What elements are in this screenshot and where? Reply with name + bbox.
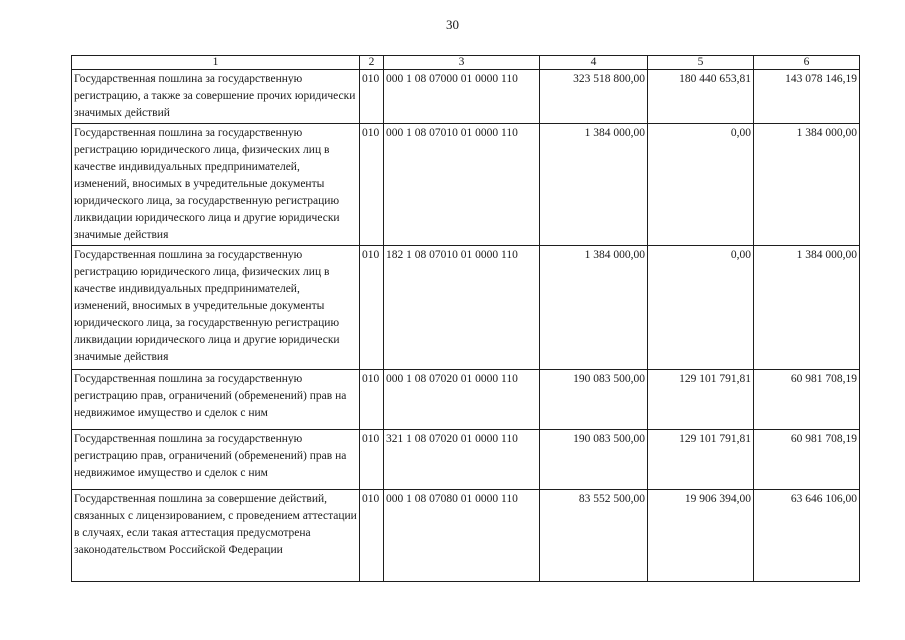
row-approved-amount: 83 552 500,00 xyxy=(540,490,648,582)
row-name: Государственная пошлина за государственную регистрацию юридического лица, физических лиц в качестве индивидуальных предпринимателей, изменений, вносимых в учредительные документы юридического лица, за государственную регистрацию ликвидации юридического лица и другие юридически значимые действия xyxy=(72,246,360,370)
row-unexecuted-amount: 1 384 000,00 xyxy=(754,246,860,370)
row-kbk-code: 000 1 08 07000 01 0000 110 xyxy=(384,70,540,124)
table-row xyxy=(72,246,860,370)
row-unexecuted-amount: 60 981 708,19 xyxy=(754,430,860,490)
row-approved-amount: 190 083 500,00 xyxy=(540,370,648,430)
header-col-1: 1 xyxy=(72,56,360,70)
row-name: Государственная пошлина за государственную регистрацию юридического лица, физических лиц в качестве индивидуальных предпринимателей, изменений, вносимых в учредительные документы юридического лица, за государственную регистрацию ликвидации юридического лица и другие юридически значимые действия xyxy=(72,124,360,246)
header-row xyxy=(72,56,860,70)
row-kbk-code: 182 1 08 07010 01 0000 110 xyxy=(384,246,540,370)
row-executed-amount: 180 440 653,81 xyxy=(648,70,754,124)
table-row xyxy=(72,70,860,124)
row-unexecuted-amount: 63 646 106,00 xyxy=(754,490,860,582)
row-executed-amount: 19 906 394,00 xyxy=(648,490,754,582)
row-approved-amount: 1 384 000,00 xyxy=(540,246,648,370)
row-line-code: 010 xyxy=(360,70,384,124)
row-unexecuted-amount: 143 078 146,19 xyxy=(754,70,860,124)
header-col-6: 6 xyxy=(754,56,860,70)
row-name: Государственная пошлина за государственную регистрацию, а также за совершение прочих юридически значимых действий xyxy=(72,70,360,124)
table-row xyxy=(72,370,860,430)
table-row xyxy=(72,430,860,490)
row-kbk-code: 000 1 08 07010 01 0000 110 xyxy=(384,124,540,246)
row-approved-amount: 323 518 800,00 xyxy=(540,70,648,124)
row-kbk-code: 321 1 08 07020 01 0000 110 xyxy=(384,430,540,490)
row-kbk-code: 000 1 08 07080 01 0000 110 xyxy=(384,490,540,582)
row-line-code: 010 xyxy=(360,246,384,370)
row-executed-amount: 129 101 791,81 xyxy=(648,430,754,490)
row-kbk-code: 000 1 08 07020 01 0000 110 xyxy=(384,370,540,430)
table-row xyxy=(72,124,860,246)
row-line-code: 010 xyxy=(360,430,384,490)
row-approved-amount: 190 083 500,00 xyxy=(540,430,648,490)
row-name: Государственная пошлина за государственную регистрацию прав, ограничений (обременений) прав на недвижимое имущество и сделок с ним xyxy=(72,430,360,490)
row-line-code: 010 xyxy=(360,370,384,430)
row-line-code: 010 xyxy=(360,490,384,582)
row-executed-amount: 129 101 791,81 xyxy=(648,370,754,430)
header-col-2: 2 xyxy=(360,56,384,70)
row-executed-amount: 0,00 xyxy=(648,246,754,370)
page-number: 30 xyxy=(446,17,459,32)
row-line-code: 010 xyxy=(360,124,384,246)
row-unexecuted-amount: 1 384 000,00 xyxy=(754,124,860,246)
row-approved-amount: 1 384 000,00 xyxy=(540,124,648,246)
row-executed-amount: 0,00 xyxy=(648,124,754,246)
table-row xyxy=(72,490,860,582)
row-name: Государственная пошлина за совершение действий, связанных с лицензированием, с проведением аттестации в случаях, если такая аттестация предусмотрена законодательством Российской Федерации xyxy=(72,490,360,582)
header-col-3: 3 xyxy=(384,56,540,70)
header-col-5: 5 xyxy=(648,56,754,70)
row-unexecuted-amount: 60 981 708,19 xyxy=(754,370,860,430)
row-name: Государственная пошлина за государственную регистрацию прав, ограничений (обременений) прав на недвижимое имущество и сделок с ним xyxy=(72,370,360,430)
revenue-table xyxy=(71,55,860,582)
header-col-4: 4 xyxy=(540,56,648,70)
